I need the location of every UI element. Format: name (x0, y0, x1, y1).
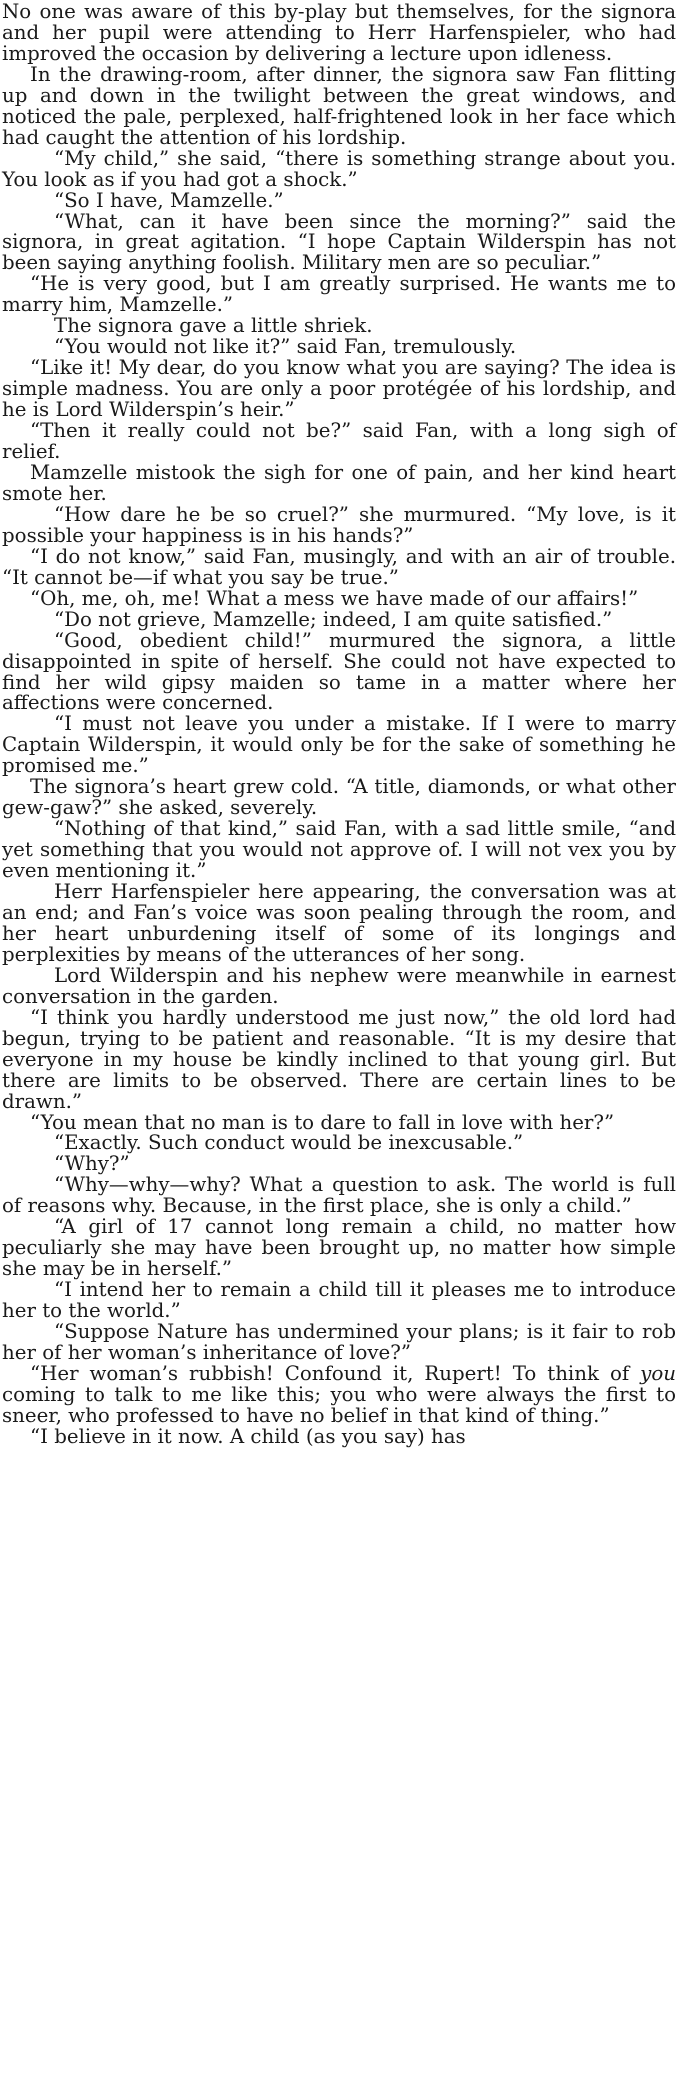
paragraph: “I intend her to remain a child till it pleases me to introduce her to the world.” (2, 1278, 676, 1323)
paragraph: “He is very good, but I am greatly surprised. He wants me to marry him, Mamzelle.” (2, 272, 676, 317)
paragraph: The signora’s heart grew cold. “A title, diamonds, or what other gew-gaw?” she asked, severely. (2, 775, 676, 820)
paragraph: “Do not grieve, Mamzelle; indeed, I am quite satisfied.” (54, 607, 613, 631)
italic-text: you (640, 1361, 676, 1385)
paragraph: “Exactly. Such conduct would be inexcusable.” (54, 1131, 524, 1155)
paragraph: “Her woman’s rubbish! Confound it, Rupert! To think of you coming to talk to me like this; you who were always the first to sneer, who professed to have no belief in that kind of thing.” (2, 1361, 676, 1427)
paragraph: “Like it! My dear, do you know what you are saying? The idea is simple madness. You are only a poor protégée of his lordship, and he is Lord Wilderspin’s heir.” (2, 356, 676, 422)
paragraph: “Oh, me, oh, me! What a mess we have made of our affairs!” (30, 586, 639, 610)
paragraph: “Suppose Nature has undermined your plans; is it fair to rob her of her woman’s inheritance of love?” (2, 1320, 676, 1364)
paragraph: “Why?” (54, 1152, 130, 1176)
paragraph: No one was aware of this by-play but themselves, for the signora and her pupil were attending to Herr Harfenspieler, who had improved the occasion by delivering a lecture upon idleness. (2, 0, 676, 65)
paragraph: “So I have, Mamzelle.” (54, 188, 284, 212)
paragraph: “Nothing of that kind,” said Fan, with a sad little smile, “and yet something that you would not approve of. I will not vex you by even mentioning it.” (2, 817, 676, 883)
paragraph: “What, can it have been since the morning?” said the signora, in great agitation. “I hope Captain Wilderspin has not been saying anything foolish. Military men are so peculiar.” (2, 209, 676, 275)
paragraph: “You mean that no man is to dare to fall in love with her?” (30, 1110, 615, 1134)
paragraph: Lord Wilderspin and his nephew were meanwhile in earnest conversation in the garden. (2, 963, 676, 1008)
paragraph: “A girl of 17 cannot long remain a child, no matter how peculiarly she may have been brought up, no matter how simple she may be in herself.” (2, 1215, 676, 1281)
paragraph: The signora gave a little shriek. (54, 314, 373, 338)
paragraph: “Why—why—why? What a question to ask. The world is full of reasons why. Because, in the first place, she is only a child.” (2, 1173, 676, 1218)
paragraph: “Good, obedient child!” murmured the signora, a little disappointed in spite of herself. She could not have expected to find her wild gipsy maiden so tame in a matter where her affections were concerned. (2, 628, 676, 715)
paragraph: “I must not leave you under a mistake. If I were to marry Captain Wilderspin, it would only be for the sake of something he promised me.” (2, 712, 676, 778)
paragraph: “I think you hardly understood me just now,” the old lord had begun, trying to be patient and reasonable. “It is my desire that everyone in my house be kindly inclined to that young girl. But there are limits to be observed. There are certain lines to be drawn.” (2, 1005, 676, 1113)
paragraph: Mamzelle mistook the sigh for one of pain, and her kind heart smote her. (2, 460, 676, 505)
paragraph: “You would not like it?” said Fan, tremulously. (54, 335, 517, 359)
paragraph: “How dare he be so cruel?” she murmured. “My love, is it possible your happiness is in his hands?” (2, 502, 676, 547)
paragraph: “My child,” she said, “there is something strange about you. You look as if you had got a shock.” (2, 146, 676, 191)
paragraph: “Then it really could not be?” said Fan, with a long sigh of relief. (2, 419, 676, 464)
paragraph: Herr Harfenspieler here appearing, the conversation was at an end; and Fan’s voice was soon pealing through the room, and her heart unburdening itself of some of its longings and perplexities by means of the utterances of her song. (2, 880, 676, 966)
paragraph: In the drawing-room, after dinner, the signora saw Fan flitting up and down in the twilight between the great windows, and noticed the pale, perplexed, half-frightened look in her face which had caught the attention of his lordship. (2, 62, 676, 149)
paragraph: “I do not know,” said Fan, musingly, and with an air of trouble. “It cannot be—if what you say be true.” (2, 544, 676, 589)
paragraph: “I believe in it now. A child (as you say) has (30, 1424, 466, 1448)
